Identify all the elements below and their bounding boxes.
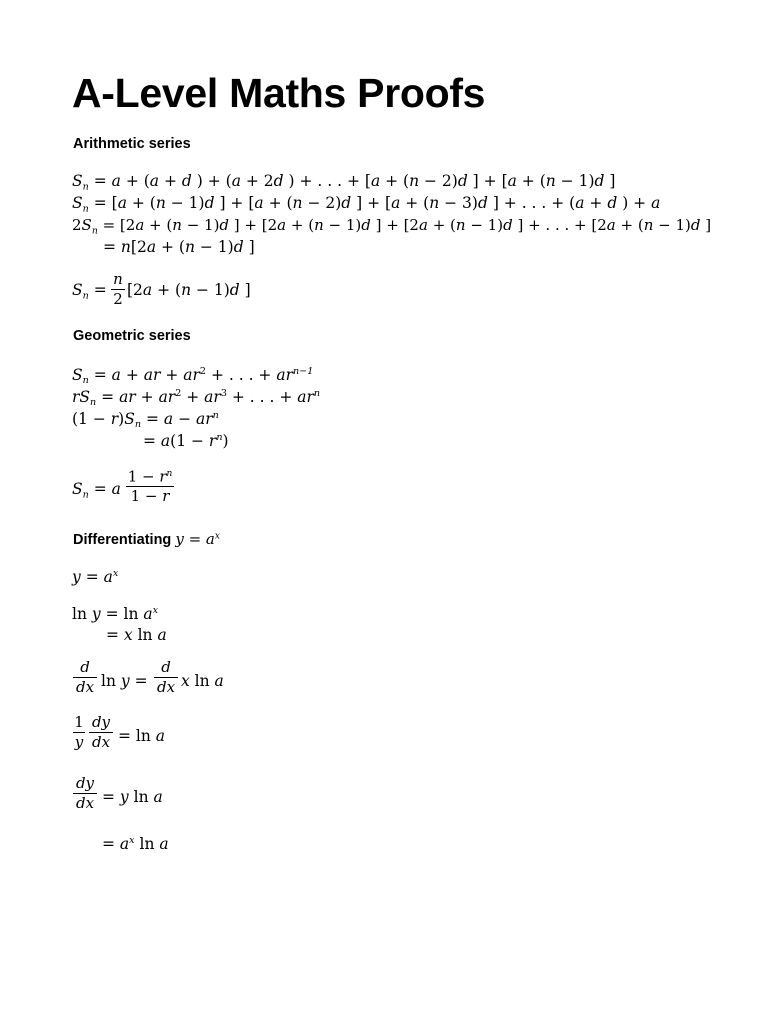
fraction-denominator: 2 bbox=[113, 290, 123, 308]
heading-text: Differentiating bbox=[73, 532, 172, 548]
geometric-result-lhs: $S_n = a$ bbox=[72, 480, 121, 501]
diff-fraction-one-over-y bbox=[73, 714, 85, 751]
arithmetic-result-lhs: $S_n$ = bbox=[72, 281, 107, 302]
diff-fraction-dy-dx-2 bbox=[73, 775, 97, 812]
fraction-numerator: dy bbox=[75, 774, 95, 792]
heading-math: $y = a^x$ bbox=[175, 530, 220, 548]
fraction-denominator: dx bbox=[91, 733, 111, 751]
geometric-line-1: $S_n = a$ + ar + $ar^2$ + . . . + $ar^{n-1}$ bbox=[72, 365, 314, 387]
fraction-numerator: dy bbox=[91, 713, 111, 731]
diff-fraction-d-dx-right bbox=[154, 659, 178, 696]
arithmetic-line-4: = n[2a + (n − 1)d ] bbox=[103, 238, 255, 256]
fraction-numerator: $1 - r^n$ bbox=[127, 467, 173, 486]
geometric-result-fraction bbox=[126, 466, 174, 505]
fraction-numerator: n bbox=[113, 270, 123, 288]
geometric-line-2: $rS_n$ = ar + $ar^2 + ar^3$ + . . . + $ar^n$ bbox=[72, 387, 321, 409]
fraction-denominator: dx bbox=[75, 678, 95, 696]
diff-line-3: = x ln a bbox=[106, 626, 167, 644]
arithmetic-line-1: $S_n = a + (a + d$ ) + (a + 2d ) + . . . + [a + (n − 2)d ] + [a + (n − 1)d ] bbox=[72, 172, 616, 193]
arithmetic-line-2: $S_n = [a + (n - 1)d$ ] + [a + (n − 2)d ] + [a + (n − 3)d ] + . . . + (a + d ) + a bbox=[72, 194, 661, 215]
fraction-denominator: 1 − r bbox=[130, 487, 170, 506]
section-heading-geometric: Geometric series bbox=[73, 328, 191, 344]
geometric-line-3: $(1 - r)S_n = a - ar^n$ bbox=[72, 409, 219, 431]
fraction-numerator: d bbox=[161, 658, 171, 676]
diff-line-6-rhs: = y ln a bbox=[102, 788, 163, 806]
diff-fraction-d-dx-left bbox=[73, 659, 97, 696]
section-heading-arithmetic: Arithmetic series bbox=[73, 136, 191, 152]
diff-line-7: = $a^x$ ln a bbox=[102, 834, 169, 853]
diff-line-4-middle: ln y = bbox=[101, 672, 148, 690]
fraction-denominator: dx bbox=[75, 794, 95, 812]
fraction-numerator: d bbox=[80, 658, 90, 676]
diff-line-4-rhs: x ln a bbox=[181, 672, 224, 690]
arithmetic-result-fraction bbox=[111, 271, 125, 308]
diff-line-2: $\ln y = \ln a^x$ bbox=[72, 604, 159, 623]
fraction-denominator: y bbox=[74, 733, 84, 751]
fraction-denominator: dx bbox=[156, 678, 176, 696]
page-title: A-Level Maths Proofs bbox=[72, 70, 486, 116]
diff-fraction-dy-dx bbox=[89, 714, 113, 751]
fraction-numerator: 1 bbox=[74, 713, 84, 731]
diff-line-1: $y = a^x$ bbox=[72, 567, 119, 586]
section-heading-differentiating bbox=[73, 530, 220, 548]
arithmetic-line-3: $2S_n = [2a + (n - 1)d$ ] + [2a + (n − 1)d ] + [2a + (n − 1)d ] + . . . + [2a + (n − 1)d ] bbox=[72, 216, 712, 237]
geometric-line-4: = $a(1 - r^n)$ bbox=[143, 431, 229, 450]
diff-line-5-rhs: = ln a bbox=[118, 727, 166, 745]
arithmetic-result-rhs: [2a + (n − 1)d ] bbox=[127, 281, 251, 299]
